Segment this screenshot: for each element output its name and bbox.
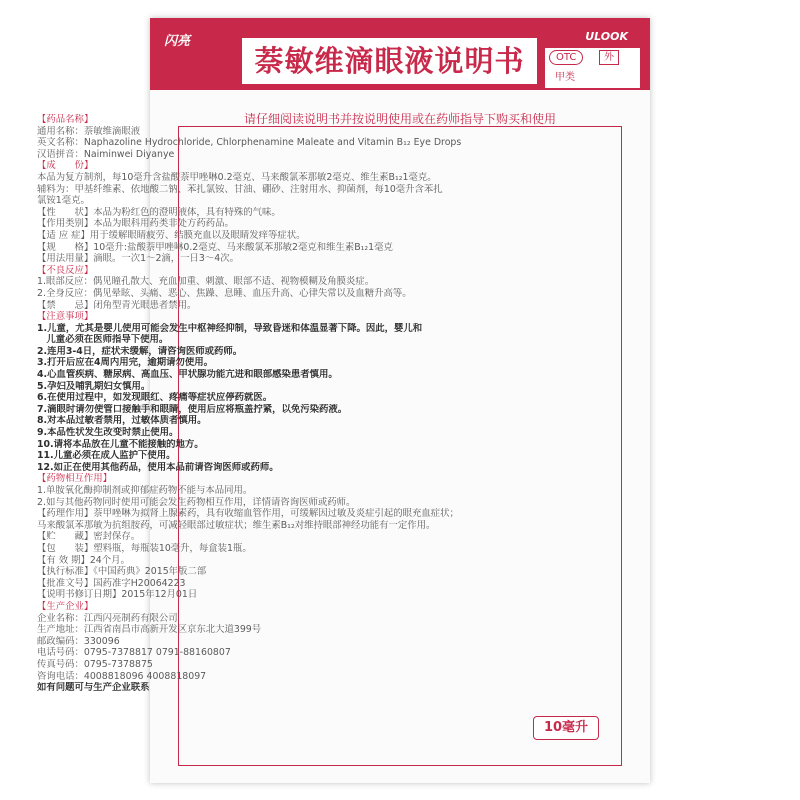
brand-logo-right: ULOOK (585, 30, 628, 43)
common-name: 通用名称：萘敏维滴眼液 (37, 125, 141, 137)
section-interactions: 【药物相互作用】 (37, 473, 113, 485)
precaution-item: 1.儿童，尤其是婴儿使用可能会发生中枢神经抑制，导致昏迷和体温显著下降。因此，婴儿和 (37, 322, 423, 334)
precaution-item: 6.在使用过程中，如发现眼红、疼痛等症状应停药就医。 (37, 392, 273, 404)
otc-category: 甲类 (555, 72, 575, 83)
company-fax: 传真号码：0795-7378875 (37, 658, 153, 670)
section-validity: 【有 效 期】24个月。 (37, 554, 130, 566)
company-address: 生产地址：江西省南昌市高新开发区京东北大道399号 (37, 624, 262, 636)
section-approval: 【批准文号】国药准字H20064223 (37, 577, 186, 589)
otc-badge: OTC (549, 50, 583, 65)
section-standard: 【执行标准】《中国药典》2015年版二部 (37, 566, 207, 578)
company-hotline: 咨询电话：4008818096 4008818097 (37, 670, 207, 682)
precaution-item: 3.打开后应在4周内用完，逾期请勿使用。 (37, 357, 213, 369)
precaution-item: 4.心血管疾病、糖尿病、高血压、甲状腺功能亢进和眼部感染患者慎用。 (37, 369, 338, 381)
brand-logo-left: 闪亮 (164, 34, 191, 49)
section-pharmacology: 【药理作用】萘甲唑啉为拟肾上腺素药，具有收缩血管作用，可缓解因过敏及炎症引起的眼充血症状； (37, 508, 459, 520)
ingredients-line: 辅料为：甲基纤维素、依地酸二钠、苯扎氯铵、甘油、硼砂、注射用水、抑菌剂，每10毫升含苯扎 (37, 183, 443, 195)
adverse-line: 2.全身反应：偶见晕眩、头痛、恶心、焦躁、息睡、血压升高、心律失常以及血糖升高等。 (37, 287, 412, 299)
precaution-item: 11.儿童必须在成人监护下使用。 (37, 450, 176, 462)
section-adverse: 【不良反应】 (37, 264, 94, 276)
page-title: 萘敏维滴眼液说明书 (242, 38, 537, 84)
ingredients-line: 氯铵1毫克。 (37, 195, 90, 207)
pinyin-name: 汉语拼音：Naiminwei Diyanye (37, 148, 175, 160)
section-ingredients: 【成 份】 (37, 160, 94, 172)
precaution-item: 10.请将本品放在儿童不能接触的地方。 (37, 438, 204, 450)
english-name: 英文名称：Naphazoline Hydrochloride, Chlorphenamine Maleate and Vitamin B₁₂ Eye Drops (37, 137, 462, 149)
ingredients-line: 本品为复方制剂，每10毫升含盐酸萘甲唑啉0.2毫克、马来酸氯苯那敏2毫克、维生素B₁₂1毫克。 (37, 171, 437, 183)
interaction-line: 1.单胺氧化酶抑制剂或抑郁症药物不能与本品同用。 (37, 485, 253, 496)
precaution-item: 9.本品性状发生改变时禁止使用。 (37, 427, 179, 439)
company-postcode: 邮政编码：330096 (37, 635, 120, 647)
usage-notice: 请仔细阅读说明书并按说明使用或在药师指导下购买和使用 (243, 112, 556, 126)
otc-label-box (545, 48, 640, 88)
precaution-item: 儿童必须在医师指导下使用。 (37, 334, 169, 346)
section-spec: 【规 格】10毫升:盐酸萘甲唑啉0.2毫克、马来酸氯苯那敏2毫克和维生素B₁₂1毫克 (37, 241, 393, 253)
precaution-item: 12.如正在使用其他药品，使用本品前请咨询医师或药师。 (37, 461, 279, 473)
section-indication: 【适 应 症】用于缓解眼睛疲劳、结膜充血以及眼睛发痒等症状。 (37, 229, 306, 241)
external-use-badge: 外 (599, 50, 619, 65)
precaution-item: 2.连用3-4日，症状未缓解，请咨询医师或药师。 (37, 345, 243, 357)
leaflet-content (37, 114, 467, 694)
pharmacology-line: 马来酸氯苯那敏为抗组胺药，可减轻眼部过敏症状；维生素B₁₂对维持眼部神经功能有一定作用。 (37, 519, 436, 531)
section-precautions: 【注意事项】 (37, 311, 94, 323)
precaution-item: 8.对本品过敏者禁用，过敏体质者慎用。 (37, 415, 207, 427)
precaution-item: 5.孕妇及哺乳期妇女慎用。 (37, 380, 151, 392)
contact-note: 如有问题可与生产企业联系 (37, 682, 150, 694)
precaution-item: 7.滴眼时请勿使管口接触手和眼睛，使用后应将瓶盖拧紧，以免污染药液。 (37, 403, 348, 415)
leaflet-header (150, 18, 650, 90)
adverse-line: 1.眼部反应：偶见瞳孔散大、充血加重、刺激、眼部不适、视物模糊及角膜炎症。 (37, 276, 375, 288)
section-category: 【作用类别】本品为眼科用药类非处方药药品。 (37, 218, 234, 230)
section-character: 【性 状】本品为粉红色的澄明液体，具有特殊的气味。 (37, 206, 281, 218)
section-usage: 【用法用量】滴眼。一次1～2滴，一日3～4次。 (37, 253, 239, 265)
section-storage: 【贮 藏】密封保存。 (37, 531, 141, 543)
section-contraindication: 【禁 忌】闭角型青光眼患者禁用。 (37, 299, 197, 311)
section-package: 【包 装】塑料瓶，每瓶装10毫升，每盒装1瓶。 (37, 542, 252, 554)
company-name: 企业名称：江西闪亮制药有限公司 (37, 612, 178, 624)
section-drug-name: 【药品名称】 (37, 114, 94, 125)
section-manufacturer: 【生产企业】 (37, 600, 94, 612)
interaction-line: 2.如与其他药物同时使用可能会发生药物相互作用，详情请咨询医师或药师。 (37, 496, 356, 508)
section-revision-date: 【说明书修订日期】2015年12月01日 (37, 589, 198, 601)
company-phone: 电话号码：0795-7378817 0791-88160807 (37, 647, 231, 659)
volume-badge: 10毫升 (533, 716, 599, 740)
